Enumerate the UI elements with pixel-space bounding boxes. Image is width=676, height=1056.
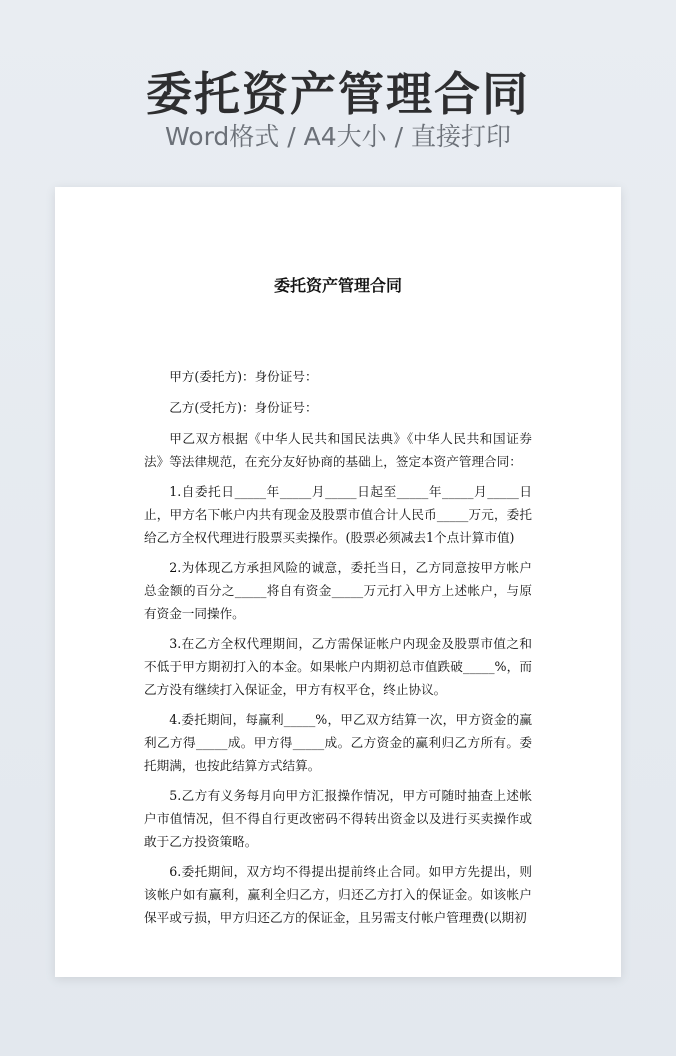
document-page (55, 187, 621, 977)
clause-4: 4.委托期间，每赢利_____%，甲乙双方结算一次，甲方资金的赢利乙方得_____成。甲方得_____成。乙方资金的赢利归乙方所有。委托期满，也按此结算方式结算。 (144, 712, 532, 773)
hero-subtitle: Word格式 / A4大小 / 直接打印 (165, 122, 511, 151)
preamble-paragraph: 甲乙双方根据《中华人民共和国民法典》《中华人民共和国证券法》等法律规范，在充分友好协商的基础上，签定本资产管理合同： (144, 431, 532, 469)
document-title: 委托资产管理合同 (273, 276, 402, 295)
clause-3: 3.在乙方全权代理期间，乙方需保证帐户内现金及股票市值之和不低于甲方期初打入的本金。如果帐户内期初总市值跌破_____%，而乙方没有继续打入保证金，甲方有权平仓，终止协议。 (144, 636, 532, 697)
clause-6: 6.委托期间，双方均不得提出提前终止合同。如甲方先提出，则该帐户如有赢利，赢利全归乙方，归还乙方打入的保证金。如该帐户保平或亏损，甲方归还乙方的保证金，且另需支付帐户管理费(以期初 (144, 864, 532, 925)
party-a-line: 甲方(委托方)：身份证号： (169, 369, 318, 384)
clause-1: 1.自委托日_____年_____月_____日起至_____年_____月_____日止，甲方名下帐户内共有现金及股票市值合计人民币_____万元，委托给乙方全权代理进行股票买卖操作。(股票必须减去1个点计算市值) (144, 484, 532, 545)
hero-title: 委托资产管理合同 (146, 67, 530, 121)
clause-5: 5.乙方有义务每月向甲方汇报操作情况，甲方可随时抽查上述帐户市值情况，但不得自行更改密码不得转出资金以及进行买卖操作或敢于乙方投资策略。 (144, 788, 532, 849)
document-body (144, 365, 532, 936)
party-b-line: 乙方(受托方)：身份证号： (169, 400, 318, 415)
clause-2: 2.为体现乙方承担风险的诚意，委托当日，乙方同意按甲方帐户总金额的百分之_____将自有资金_____万元打入甲方上述帐户，与原有资金一同操作。 (144, 560, 532, 621)
